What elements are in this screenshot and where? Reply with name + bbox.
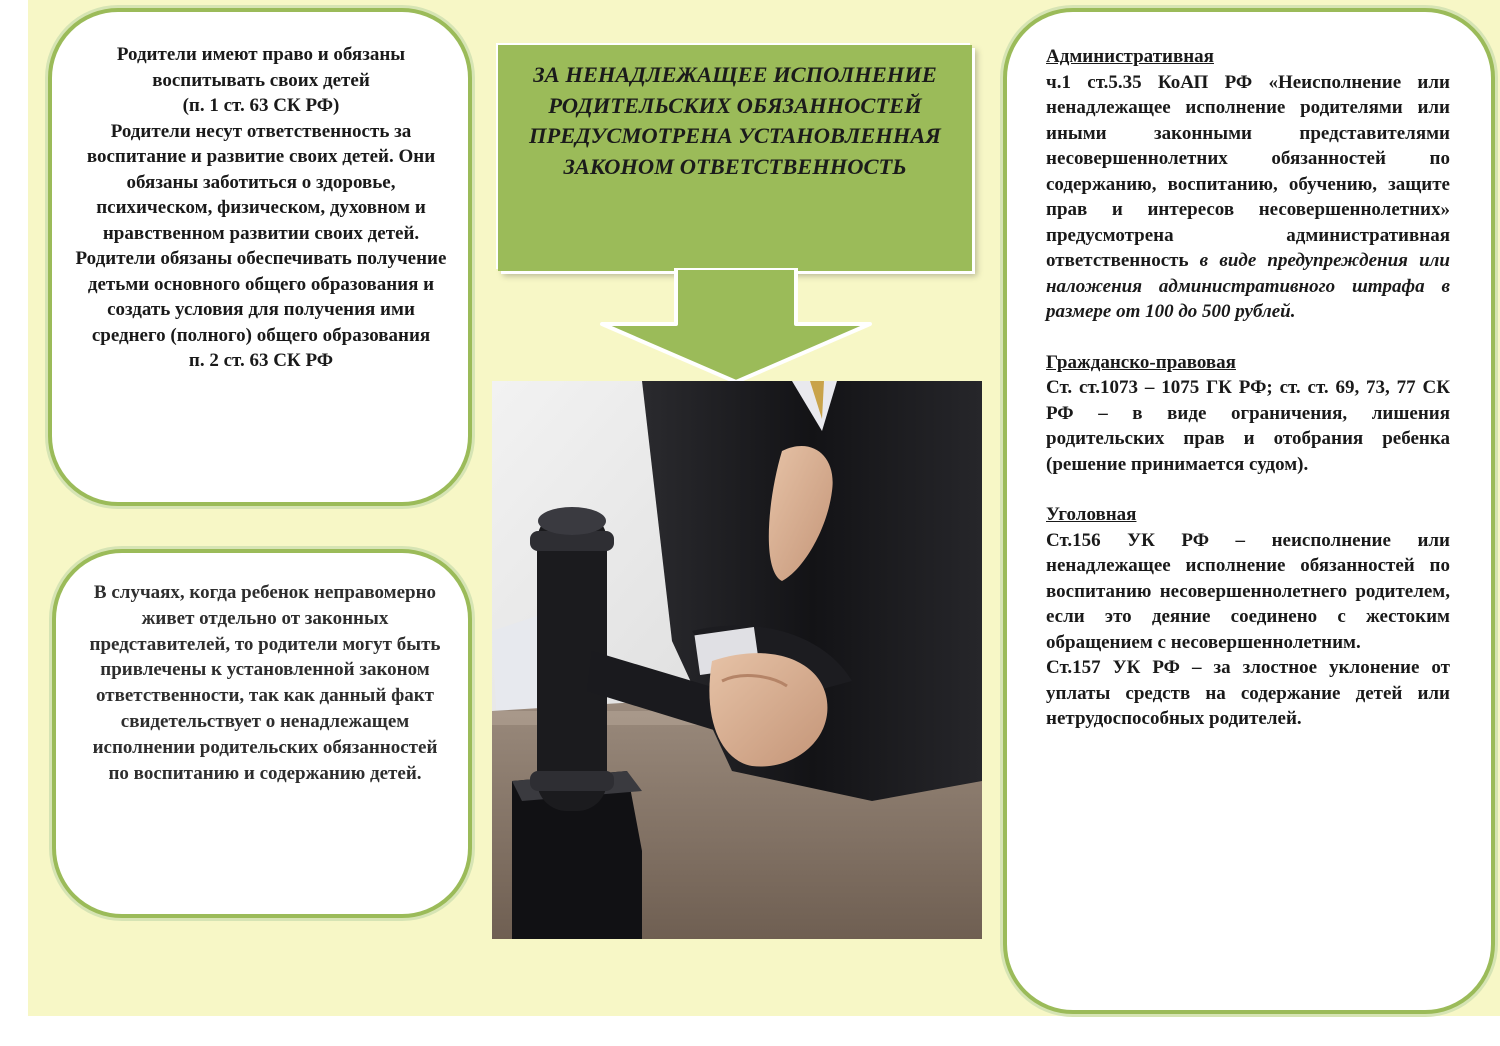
rights-ref-2: п. 2 ст. 63 СК РФ: [188, 350, 334, 371]
administrative-main: ч.1 ст.5.35 КоАП РФ «Неисполнение или ненадлежащее исполнение родителями или иными законными представителями несовершеннолетних обязанностей по содержанию, воспитанию, обучению, защите прав и интересов несовершеннолетних» предусмотрена административная ответственность: [1046, 71, 1450, 271]
judge-gavel-photo: [492, 381, 982, 939]
rights-line-1: Родители имеют право и обязаны воспитывать своих детей: [116, 44, 406, 91]
separation-text: В случаях, когда ребенок неправомерно живет отдельно от законных представителей, то родители могут быть привлечены к установленной законом ответственности, так как данный факт свидетельствует о ненадлежащем исполнении родительских обязанностей по воспитанию и содержанию детей.: [89, 582, 441, 784]
criminal-text-156: Ст.156 УК РФ – неисполнение или ненадлежащее исполнение обязанностей по воспитанию несовершеннолетнего родителем, если это деяние соединено с жестоким обращением с несовершеннолетним.: [1046, 529, 1450, 653]
rights-ref-1: (п. 1 ст. 63 СК РФ): [182, 95, 340, 116]
rights-text: [74, 42, 448, 374]
criminal-text-157: Ст.157 УК РФ – за злостное уклонение от уплаты средств на содержание детей или нетрудоспособных родителей.: [1046, 657, 1450, 729]
administrative-heading: Административная: [1046, 46, 1214, 67]
down-arrow-icon: [598, 268, 874, 386]
administrative-penalty: в виде предупреждения или наложения административного штрафа в размере от 100 до 500 рублей.: [1046, 250, 1450, 322]
rights-line-3: Родители обязаны обеспечивать получение детьми основного общего образования и создать условия для получения ими среднего (полного) общего образования: [75, 248, 447, 346]
banner-text: ЗА НЕНАДЛЕЖАЩЕЕ ИСПОЛНЕНИЕ РОДИТЕЛЬСКИХ ОБЯЗАННОСТЕЙ ПРЕДУСМОТРЕНА УСТАНОВЛЕННАЯ ЗАКОНОМ ОТВЕТСТВЕННОСТЬ: [529, 62, 941, 179]
administrative-text: [1046, 70, 1450, 325]
rights-line-2: Родители несут ответственность за воспитание и развитие своих детей. Они обязаны заботиться о здоровье, психическом, физическом, духовном и нравственном развитии своих детей.: [86, 120, 436, 244]
civil-text: Ст. ст.1073 – 1075 ГК РФ; ст. ст. 69, 73, 77 СК РФ – в виде ограничения, лишения родительских прав и отобрания ребенка (решение принимается судом).: [1046, 377, 1450, 475]
civil-heading: Гражданско-правовая: [1046, 351, 1236, 373]
liability-text: [1046, 44, 1450, 732]
criminal-heading: Уголовная: [1046, 504, 1137, 525]
